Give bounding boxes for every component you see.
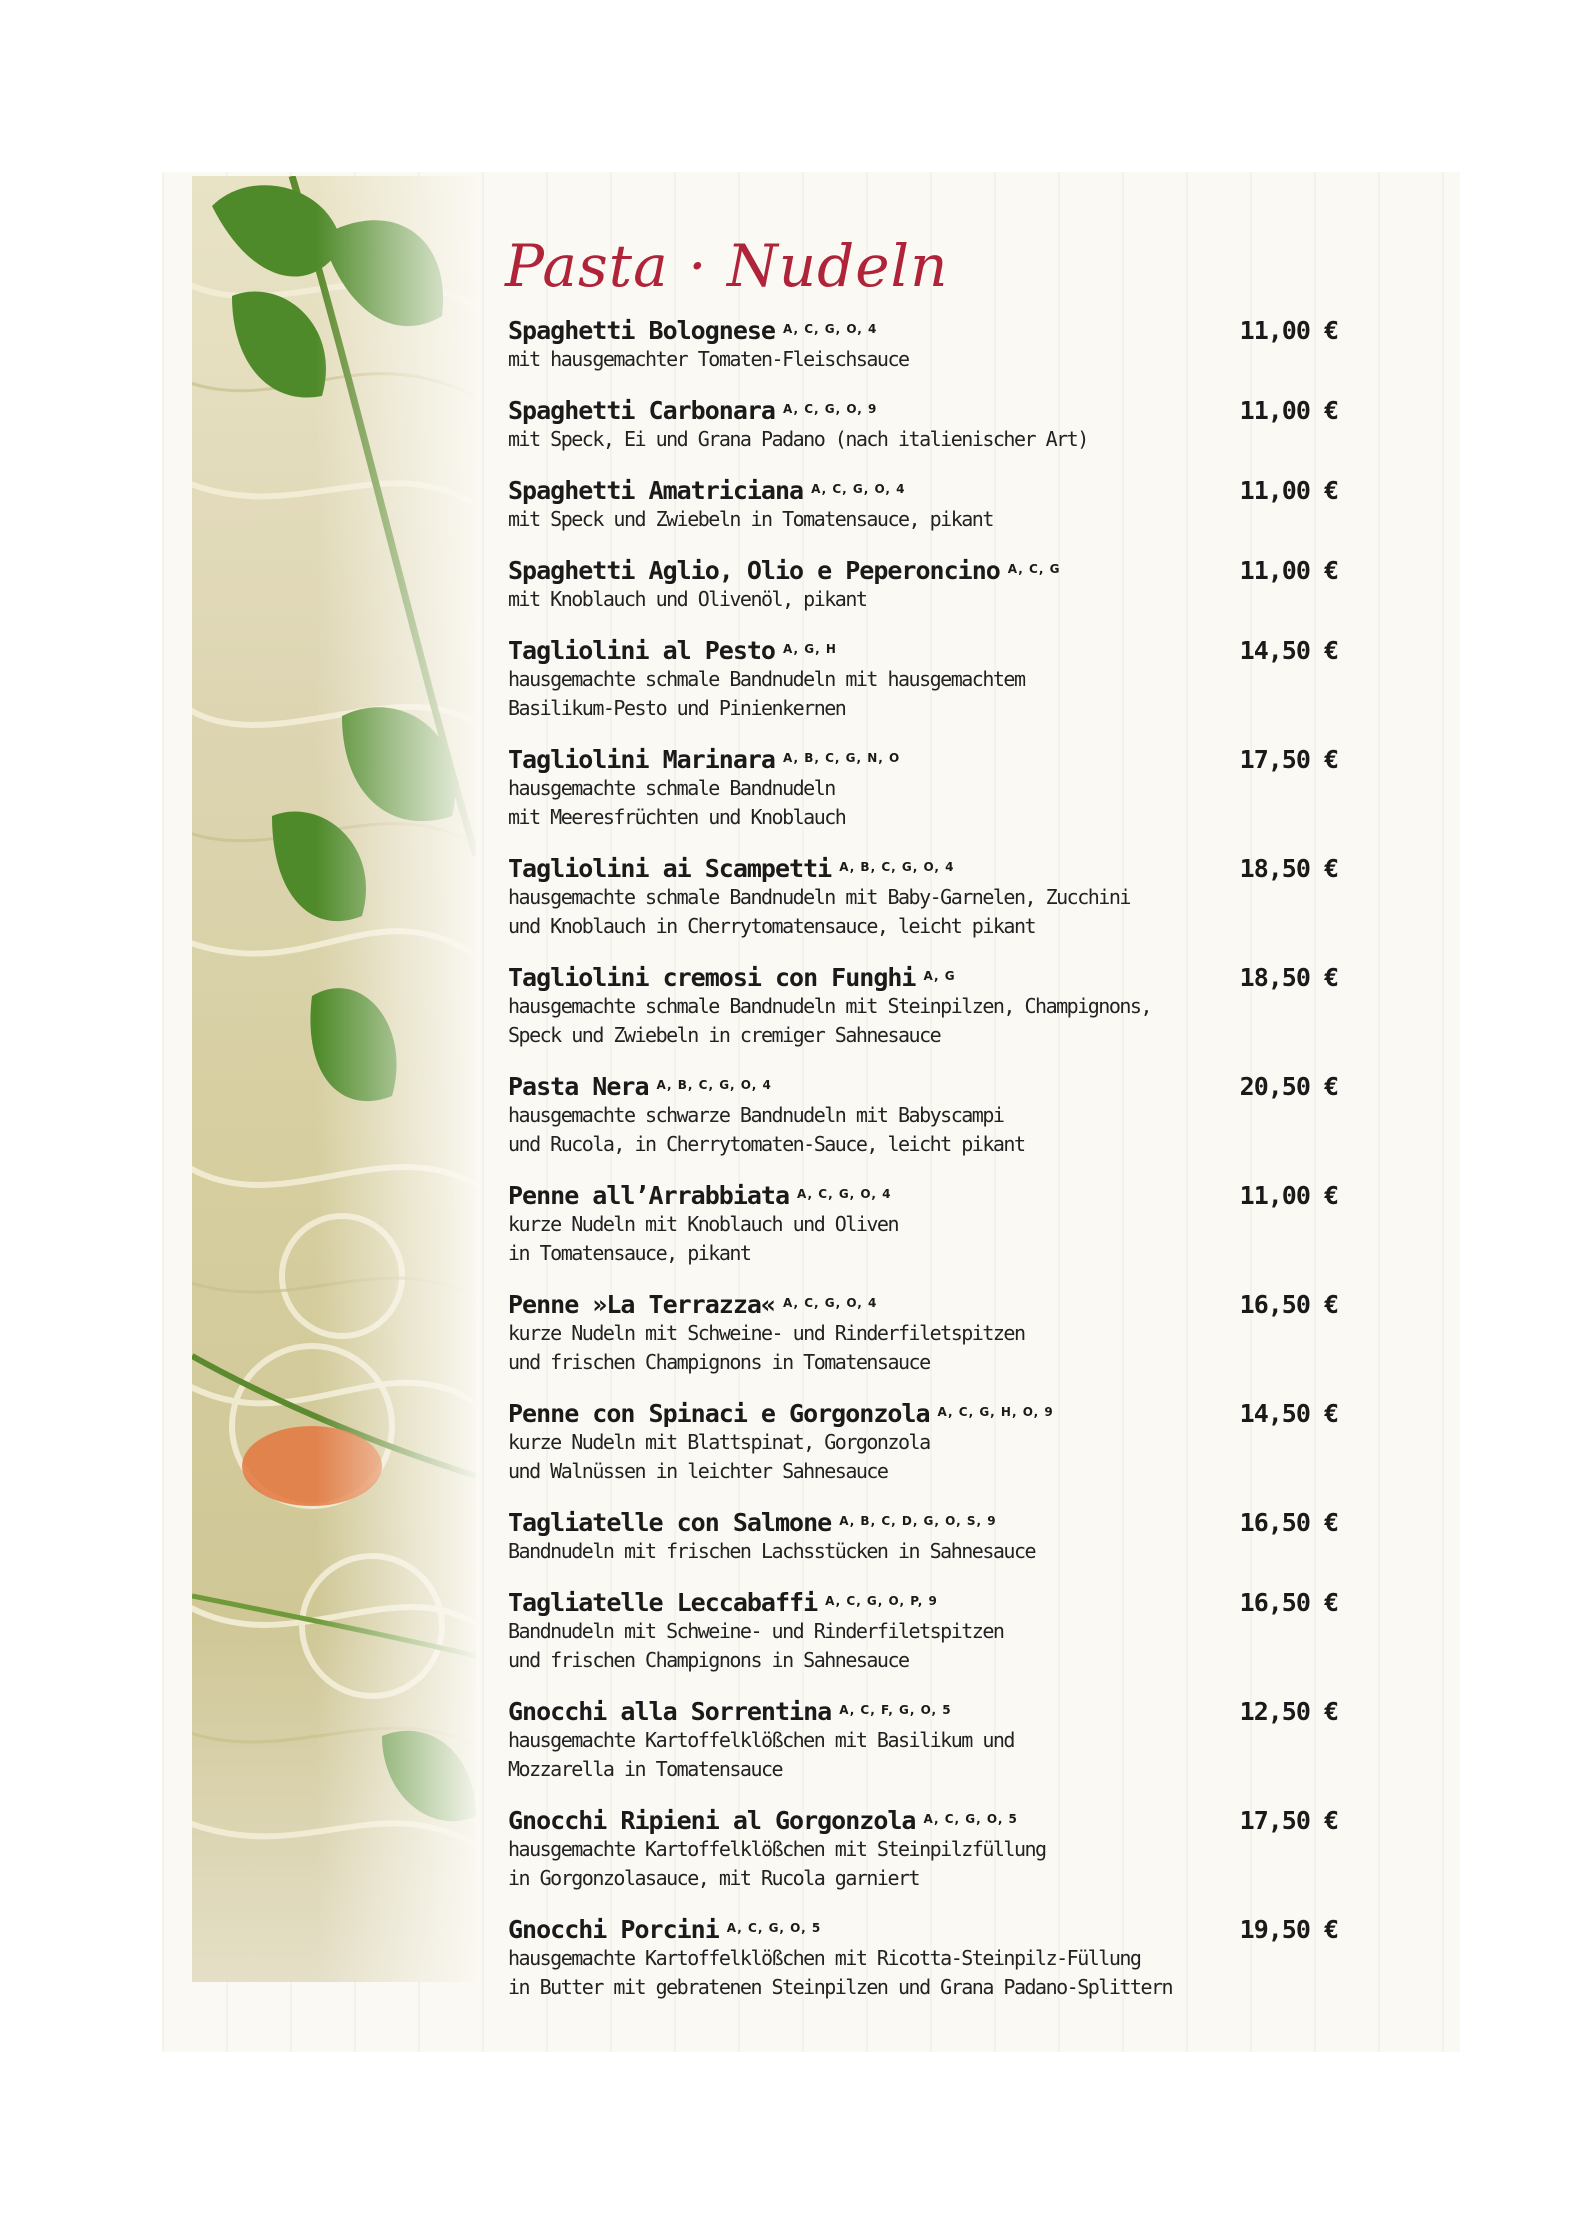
allergen-codes: A, C, G	[1007, 561, 1061, 576]
dish-description: kurze Nudeln mit Schweine- und Rinderfiletspitzen	[508, 1321, 1025, 1345]
allergen-codes: A, B, C, D, G, O, S, 9	[839, 1513, 997, 1528]
dish-description: mit Speck, Ei und Grana Padano (nach italienischer Art)	[508, 427, 1088, 451]
dish-description: hausgemachte Kartoffelklößchen mit Basilikum und	[508, 1728, 1014, 1752]
dish-name: Tagliolini al Pesto	[508, 636, 775, 665]
dish-price: 14,50 €	[1239, 636, 1338, 665]
allergen-codes: A, B, C, G, O, 4	[656, 1077, 772, 1092]
dish-name: Spaghetti Amatriciana	[508, 476, 804, 505]
dish-description: hausgemachte schwarze Bandnudeln mit Babyscampi	[508, 1103, 1004, 1127]
dish-name: Tagliatelle con Salmone	[508, 1508, 832, 1537]
dish-price: 16,50 €	[1239, 1508, 1338, 1537]
menu-item	[508, 1290, 1338, 1377]
allergen-codes: A, G	[923, 968, 956, 983]
dish-price: 11,00 €	[1239, 396, 1338, 425]
dish-name: Penne »La Terrazza«	[508, 1290, 775, 1319]
allergen-codes: A, C, G, O, 9	[782, 401, 878, 416]
dish-price: 16,50 €	[1239, 1588, 1338, 1617]
menu-item	[508, 1181, 1338, 1268]
menu-item-header	[508, 1915, 1338, 1944]
allergen-codes: A, C, G, O, 4	[797, 1186, 892, 1201]
menu-item-header	[508, 636, 1338, 665]
menu-item	[508, 745, 1338, 832]
menu-item-title	[508, 1697, 952, 1726]
dish-description: Basilikum-Pesto und Pinienkernen	[508, 696, 846, 720]
dish-description: Bandnudeln mit Schweine- und Rinderfiletspitzen	[508, 1619, 1004, 1643]
menu-items	[508, 316, 1338, 2024]
menu-item-title	[508, 1806, 1018, 1835]
dish-price: 11,00 €	[1239, 1181, 1338, 1210]
menu-item	[508, 556, 1338, 614]
dish-description: hausgemachte Kartoffelklößchen mit Steinpilzfüllung	[508, 1837, 1046, 1861]
dish-description: Speck und Zwiebeln in cremiger Sahnesauce	[508, 1023, 941, 1047]
menu-item	[508, 316, 1338, 374]
dish-description: mit hausgemachter Tomaten-Fleischsauce	[508, 347, 909, 371]
dish-price: 17,50 €	[1239, 1806, 1338, 1835]
dish-description: hausgemachte schmale Bandnudeln mit hausgemachtem	[508, 667, 1025, 691]
dish-price: 11,00 €	[1239, 316, 1338, 345]
dish-price: 14,50 €	[1239, 1399, 1338, 1428]
dish-name: Gnocchi Ripieni al Gorgonzola	[508, 1806, 916, 1835]
menu-item-title	[508, 556, 1060, 585]
dish-description: in Gorgonzolasauce, mit Rucola garniert	[508, 1866, 920, 1890]
menu-item-header	[508, 316, 1338, 345]
menu-item	[508, 1588, 1338, 1675]
menu-item-header	[508, 1806, 1338, 1835]
menu-item-title	[508, 854, 954, 883]
dish-description: und Rucola, in Cherrytomaten-Sauce, leicht pikant	[508, 1132, 1025, 1156]
dish-name: Gnocchi alla Sorrentina	[508, 1697, 832, 1726]
allergen-codes: A, B, C, G, N, O	[782, 750, 901, 765]
allergen-codes: A, G, H	[782, 641, 837, 656]
menu-item	[508, 1915, 1338, 2002]
dish-name: Pasta Nera	[508, 1072, 649, 1101]
allergen-codes: A, C, G, H, O, 9	[937, 1404, 1054, 1419]
menu-item	[508, 1697, 1338, 1784]
menu-item-title	[508, 1508, 997, 1537]
dish-description: in Tomatensauce, pikant	[508, 1241, 751, 1265]
dish-price: 12,50 €	[1239, 1697, 1338, 1726]
menu-item-title	[508, 1290, 877, 1319]
menu-item-header	[508, 1508, 1338, 1537]
menu-item-header	[508, 1588, 1338, 1617]
allergen-codes: A, C, G, O, 5	[923, 1811, 1018, 1826]
dish-description: mit Knoblauch und Olivenöl, pikant	[508, 587, 867, 611]
dish-description: und Knoblauch in Cherrytomatensauce, leicht pikant	[508, 914, 1036, 938]
dish-description: Mozzarella in Tomatensauce	[508, 1757, 783, 1781]
menu-item	[508, 636, 1338, 723]
dish-description: und frischen Champignons in Tomatensauce	[508, 1350, 930, 1374]
dish-name: Tagliolini cremosi con Funghi	[508, 963, 916, 992]
menu-item-header	[508, 476, 1338, 505]
menu-item-title	[508, 1915, 821, 1944]
menu-item-title	[508, 1181, 891, 1210]
dish-price: 11,00 €	[1239, 556, 1338, 585]
dish-description: und frischen Champignons in Sahnesauce	[508, 1648, 909, 1672]
menu-item-header	[508, 854, 1338, 883]
menu-item-title	[508, 963, 956, 992]
dish-description: hausgemachte schmale Bandnudeln mit Baby-Garnelen, Zucchini	[508, 885, 1130, 909]
dish-name: Spaghetti Bolognese	[508, 316, 775, 345]
menu-item-title	[508, 1588, 938, 1617]
dish-description: hausgemachte schmale Bandnudeln	[508, 776, 835, 800]
menu-item-header	[508, 1072, 1338, 1101]
dish-description: hausgemachte schmale Bandnudeln mit Steinpilzen, Champignons,	[508, 994, 1152, 1018]
dish-description: Bandnudeln mit frischen Lachsstücken in Sahnesauce	[508, 1539, 1036, 1563]
menu-item-header	[508, 1697, 1338, 1726]
dish-description: in Butter mit gebratenen Steinpilzen und Grana Padano-Splittern	[508, 1975, 1173, 1999]
menu-item-title	[508, 316, 877, 345]
menu-item-title	[508, 1072, 772, 1101]
dish-description: kurze Nudeln mit Blattspinat, Gorgonzola	[508, 1430, 930, 1454]
dish-price: 18,50 €	[1239, 963, 1338, 992]
dish-price: 17,50 €	[1239, 745, 1338, 774]
dish-name: Penne con Spinaci e Gorgonzola	[508, 1399, 930, 1428]
menu-item-title	[508, 636, 837, 665]
photo-fade	[316, 176, 476, 1982]
menu-item-title	[508, 396, 877, 425]
dish-name: Spaghetti Carbonara	[508, 396, 775, 425]
menu-item-header	[508, 745, 1338, 774]
dish-price: 19,50 €	[1239, 1915, 1338, 1944]
dish-price: 20,50 €	[1239, 1072, 1338, 1101]
menu-item	[508, 1072, 1338, 1159]
menu-item-header	[508, 396, 1338, 425]
menu-item-header	[508, 1290, 1338, 1319]
allergen-codes: A, B, C, G, O, 4	[839, 859, 955, 874]
menu-item	[508, 1399, 1338, 1486]
menu-item-title	[508, 1399, 1054, 1428]
allergen-codes: A, C, G, O, 5	[726, 1920, 822, 1935]
menu-item	[508, 963, 1338, 1050]
allergen-codes: A, C, G, O, 4	[782, 321, 878, 336]
menu-item-header	[508, 1181, 1338, 1210]
menu-item	[508, 1806, 1338, 1893]
menu-item-header	[508, 963, 1338, 992]
dish-name: Penne all’Arrabbiata	[508, 1181, 790, 1210]
allergen-codes: A, C, G, O, P, 9	[825, 1593, 938, 1608]
menu-item	[508, 1508, 1338, 1566]
allergen-codes: A, C, G, O, 4	[782, 1295, 878, 1310]
menu-item	[508, 854, 1338, 941]
pasta-photo	[192, 176, 476, 1982]
dish-price: 16,50 €	[1239, 1290, 1338, 1319]
menu-item	[508, 476, 1338, 534]
allergen-codes: A, C, G, O, 4	[811, 481, 906, 496]
menu-title: Pasta · Nudeln	[505, 232, 949, 300]
dish-name: Gnocchi Porcini	[508, 1915, 719, 1944]
dish-description: mit Speck und Zwiebeln in Tomatensauce, pikant	[508, 507, 993, 531]
dish-name: Tagliatelle Leccabaffi	[508, 1588, 818, 1617]
menu-item	[508, 396, 1338, 454]
dish-name: Spaghetti Aglio, Olio e Peperoncino	[508, 556, 1000, 585]
dish-name: Tagliolini ai Scampetti	[508, 854, 832, 883]
menu-item-header	[508, 556, 1338, 585]
dish-description: hausgemachte Kartoffelklößchen mit Ricotta-Steinpilz-Füllung	[508, 1946, 1141, 1970]
dish-description: kurze Nudeln mit Knoblauch und Oliven	[508, 1212, 899, 1236]
dish-description: und Walnüssen in leichter Sahnesauce	[508, 1459, 888, 1483]
dish-price: 18,50 €	[1239, 854, 1338, 883]
dish-name: Tagliolini Marinara	[508, 745, 775, 774]
allergen-codes: A, C, F, G, O, 5	[839, 1702, 952, 1717]
menu-item-header	[508, 1399, 1338, 1428]
menu-item-title	[508, 745, 900, 774]
dish-description: mit Meeresfrüchten und Knoblauch	[508, 805, 846, 829]
menu-item-title	[508, 476, 905, 505]
dish-price: 11,00 €	[1239, 476, 1338, 505]
